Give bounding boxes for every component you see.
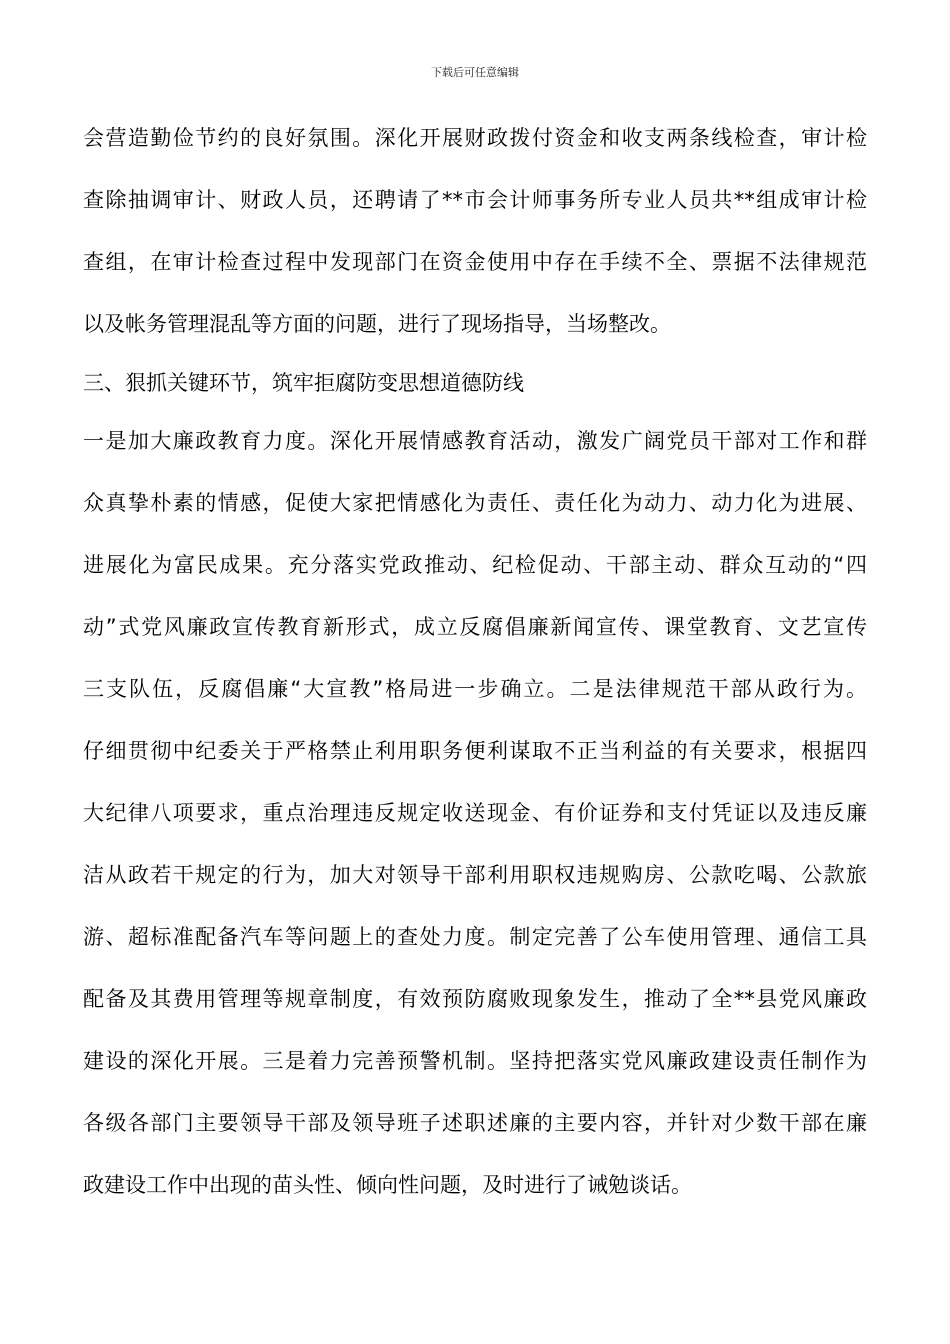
body-line: 大纪律八项要求，重点治理违反规定收送现金、有价证券和支付凭证以及违反廉	[83, 801, 867, 825]
body-line: 进展化为富民成果。充分落实党政推动、纪检促动、干部主动、群众互动的“四	[83, 553, 867, 577]
body-line: 众真挚朴素的情感，促使大家把情感化为责任、责任化为动力、动力化为进展、	[83, 491, 867, 515]
body-line: 一是加大廉政教育力度。深化开展情感教育活动，激发广阔党员干部对工作和群	[83, 429, 867, 453]
body-line: 三支队伍，反腐倡廉“大宣教”格局进一步确立。二是法律规范干部从政行为。	[83, 677, 867, 701]
body-line: 动”式党风廉政宣传教育新形式，成立反腐倡廉新闻宣传、课堂教育、文艺宣传	[83, 615, 867, 639]
body-line: 查除抽调审计、财政人员，还聘请了**市会计师事务所专业人员共**组成审计检	[83, 188, 867, 212]
body-line: 建设的深化开展。三是着力完善预警机制。坚持把落实党风廉政建设责任制作为	[83, 1049, 867, 1073]
body-line: 配备及其费用管理等规章制度，有效预防腐败现象发生，推动了全**县党风廉政	[83, 987, 867, 1011]
body-line: 以及帐务管理混乱等方面的问题，进行了现场指导，当场整改。	[83, 312, 671, 336]
section-heading: 三、狠抓关键环节，筑牢拒腐防变思想道德防线	[83, 371, 524, 395]
body-line: 各级各部门主要领导干部及领导班子述职述廉的主要内容，并针对少数干部在廉	[83, 1111, 867, 1135]
page-header: 下载后可任意编辑	[431, 66, 519, 79]
body-line: 洁从政若干规定的行为，加大对领导干部利用职权违规购房、公款吃喝、公款旅	[83, 863, 867, 887]
body-line: 游、超标准配备汽车等问题上的查处力度。制定完善了公车使用管理、通信工具	[83, 925, 867, 949]
body-line: 仔细贯彻中纪委关于严格禁止利用职务便利谋取不正当利益的有关要求，根据四	[83, 739, 867, 763]
body-line: 政建设工作中出现的苗头性、倾向性问题，及时进行了诫勉谈话。	[83, 1173, 692, 1197]
body-line: 查组，在审计检查过程中发现部门在资金使用中存在手续不全、票据不法律规范	[83, 250, 867, 274]
body-line: 会营造勤俭节约的良好氛围。深化开展财政拨付资金和收支两条线检查，审计检	[83, 126, 867, 150]
